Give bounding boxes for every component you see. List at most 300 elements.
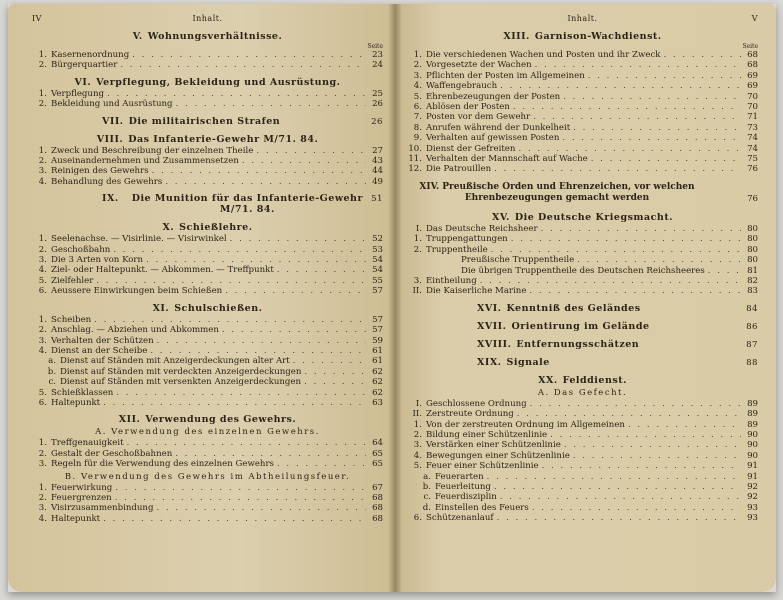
section-title: Orientirung im Gelände xyxy=(511,320,650,332)
left-running-head xyxy=(32,14,383,28)
toc-entry xyxy=(407,245,758,255)
entry-number: 1. xyxy=(38,234,47,245)
entry-page: 53 xyxy=(372,244,383,255)
leader-dots xyxy=(107,89,366,99)
entry-page: 44 xyxy=(372,166,383,177)
entry-number: 2. xyxy=(38,492,47,503)
entry-page: 91 xyxy=(747,461,758,472)
toc-entry xyxy=(407,102,758,112)
entry-page: 65 xyxy=(372,448,383,459)
toc-entry xyxy=(32,276,383,286)
leader-dots xyxy=(304,367,366,377)
section-number: XI. xyxy=(152,302,170,314)
entry-text: Die Patrouillen xyxy=(426,164,492,175)
leader-dots xyxy=(115,493,366,503)
section-heading xyxy=(407,212,758,223)
entry-page: 65 xyxy=(372,459,383,470)
spacer xyxy=(32,297,383,300)
section-page: 51 xyxy=(371,194,383,205)
section-number: IX. xyxy=(102,193,119,205)
leader-dots xyxy=(494,482,741,492)
left-page xyxy=(8,4,395,592)
spacer xyxy=(32,128,383,131)
entry-text: Schießklassen xyxy=(51,387,114,398)
entry-text: Geschoßbahn xyxy=(51,244,111,255)
section-heading xyxy=(407,375,758,386)
right-running-head xyxy=(407,14,758,28)
entry-number: a. xyxy=(48,356,56,367)
entry-text: Die Kaiserliche Marine xyxy=(426,286,527,297)
entry-page: 70 xyxy=(747,91,758,102)
leader-dots xyxy=(146,255,366,265)
spacer xyxy=(32,71,383,74)
entry-text: Posten vor dem Gewehr xyxy=(426,112,531,123)
entry-number: 1. xyxy=(413,234,422,245)
toc-entry xyxy=(407,50,758,60)
entry-number: 1. xyxy=(38,88,47,99)
entry-page: 63 xyxy=(372,397,383,408)
entry-text: Feuerwirkung xyxy=(51,482,113,493)
section-heading xyxy=(407,182,758,204)
entry-number: a. xyxy=(423,471,431,482)
leader-dots xyxy=(513,102,741,112)
entry-page: 57 xyxy=(372,325,383,336)
leader-dots xyxy=(156,503,366,513)
toc-entry xyxy=(32,483,383,493)
leader-dots xyxy=(500,81,741,91)
spacer xyxy=(407,369,758,372)
subsection-heading: B. Verwendung des Gewehrs im Abtheilungsfeuer. xyxy=(64,471,351,482)
entry-text: Scheiben xyxy=(51,314,92,325)
spacer xyxy=(407,351,758,354)
spacer xyxy=(407,206,758,209)
entry-text: Dienst der Gefreiten xyxy=(426,143,516,154)
leader-dots xyxy=(242,156,366,166)
section-number: XVIII. xyxy=(477,338,512,350)
entry-text: Zerstreute Ordnung xyxy=(426,409,514,420)
entry-text: Verhalten der Schützen xyxy=(51,335,154,346)
toc-entry xyxy=(407,409,758,419)
toc-entry xyxy=(32,60,383,70)
toc-entry xyxy=(32,346,383,356)
entry-text: Aeussere Einwirkungen beim Schießen xyxy=(51,286,223,297)
entry-text: Geschlossene Ordnung xyxy=(426,398,527,409)
entry-text: Behandlung des Gewehrs xyxy=(51,176,163,187)
toc-entry xyxy=(32,503,383,513)
entry-page: 71 xyxy=(747,112,758,123)
entry-page: 92 xyxy=(747,481,758,492)
entry-text: Die 3 Arten von Korn xyxy=(51,255,144,266)
entry-page: 64 xyxy=(372,438,383,449)
entry-number: 9. xyxy=(413,133,422,144)
entry-page: 89 xyxy=(747,398,758,409)
entry-page: 76 xyxy=(747,164,758,175)
entry-number: 6. xyxy=(413,102,422,113)
toc-entry xyxy=(407,133,758,143)
entry-number: 4. xyxy=(413,81,422,92)
section-title: Das Infanterie-Gewehr M/71. 84. xyxy=(128,133,319,145)
toc-entry xyxy=(407,440,758,450)
toc-entry xyxy=(32,398,383,408)
leader-dots xyxy=(277,265,366,275)
toc-entry xyxy=(32,449,383,459)
toc-entry xyxy=(407,276,758,286)
spacer xyxy=(32,408,383,411)
section-title-text: Preußische Orden und Ehrenzeichen, vor welchen Ehrenbezeugungen gemacht werden xyxy=(442,181,695,203)
section-heading xyxy=(32,31,383,42)
entry-number: 1. xyxy=(38,482,47,493)
seite-label: Seite xyxy=(367,43,383,50)
entry-page: 27 xyxy=(372,145,383,156)
leader-dots xyxy=(663,50,741,60)
toc-entry xyxy=(407,492,758,502)
entry-text: Dienst an der Scheibe xyxy=(51,345,148,356)
entry-page: 90 xyxy=(747,429,758,440)
toc-entry xyxy=(407,482,758,492)
leader-dots xyxy=(115,483,366,493)
entry-page: 93 xyxy=(747,502,758,513)
spacer xyxy=(32,216,383,219)
entry-page: 89 xyxy=(747,409,758,420)
section-number: VII. xyxy=(102,115,124,127)
entry-page: 69 xyxy=(747,81,758,92)
toc-entry xyxy=(32,234,383,244)
section-heading xyxy=(407,31,758,42)
entry-number: 3. xyxy=(413,440,422,451)
entry-number: 1. xyxy=(413,419,422,430)
leader-dots xyxy=(511,234,741,244)
section-number: V. xyxy=(132,31,143,42)
entry-text: Preußische Truppentheile xyxy=(461,255,575,266)
toc-entry xyxy=(32,377,383,387)
toc-entry xyxy=(407,112,758,122)
leader-dots xyxy=(116,388,366,398)
section-number: XX. xyxy=(538,374,558,386)
toc-entry xyxy=(407,430,758,440)
entry-text: Anrufen während der Dunkelheit xyxy=(426,122,571,133)
entry-page: 26 xyxy=(372,99,383,110)
section-title: Die Deutsche Kriegsmacht. xyxy=(514,211,674,223)
leader-dots xyxy=(562,133,741,143)
entry-number: 3. xyxy=(38,459,47,470)
entry-text: Dienst auf Ständen mit Anzeigerdeckungen alter Art xyxy=(60,356,290,367)
toc-entry xyxy=(32,89,383,99)
toc-entry xyxy=(407,503,758,513)
toc-entry xyxy=(407,224,758,234)
entry-page: 68 xyxy=(372,503,383,514)
section-heading xyxy=(32,193,383,215)
entry-page: 52 xyxy=(372,234,383,245)
leader-dots xyxy=(573,451,741,461)
toc-entry xyxy=(32,265,383,275)
entry-page: 70 xyxy=(747,102,758,113)
leader-dots xyxy=(113,245,366,255)
section-heading xyxy=(32,222,383,233)
entry-number: 2. xyxy=(38,60,47,71)
entry-text: Anschlag. — Abziehen und Abkommen xyxy=(51,325,219,336)
leader-dots xyxy=(157,336,366,346)
leader-dots xyxy=(494,164,741,174)
leader-dots xyxy=(175,449,366,459)
entry-number: 5. xyxy=(413,461,422,472)
entry-number: 1. xyxy=(413,50,422,60)
entry-number: 5. xyxy=(413,91,422,102)
entry-number: 3. xyxy=(38,335,47,346)
entry-page: 23 xyxy=(372,50,383,60)
entry-text: Ehrenbezeugungen der Posten xyxy=(426,91,561,102)
entry-text: Einstellen des Feuers xyxy=(435,502,529,513)
entry-number: 1. xyxy=(38,438,47,449)
leader-dots xyxy=(277,459,366,469)
section-title: Signale xyxy=(506,356,550,368)
section-heading xyxy=(407,339,758,350)
entry-number: 3. xyxy=(38,255,47,266)
leader-dots xyxy=(517,409,741,419)
entry-text: Seelenachse. — Visirlinie. — Visirwinkel xyxy=(51,234,227,245)
section-heading xyxy=(32,116,383,127)
leader-dots xyxy=(152,166,366,176)
toc-entry xyxy=(32,356,383,366)
leader-dots xyxy=(176,99,366,109)
entry-page: 55 xyxy=(372,275,383,286)
entry-number: 3. xyxy=(413,275,422,286)
entry-number: 4. xyxy=(38,345,47,356)
section-heading xyxy=(407,303,758,314)
right-toc xyxy=(407,31,758,524)
entry-page: 54 xyxy=(372,265,383,276)
entry-page: 91 xyxy=(747,471,758,482)
entry-number: 12. xyxy=(408,164,422,175)
leader-dots xyxy=(120,60,366,70)
entry-number: 1. xyxy=(38,314,47,325)
section-number: VI. xyxy=(74,76,92,88)
entry-page: 74 xyxy=(747,133,758,144)
toc-entry xyxy=(407,451,758,461)
entry-page: 59 xyxy=(372,335,383,346)
entry-page: 81 xyxy=(747,265,758,276)
entry-text: Feuerdisziplin xyxy=(435,492,497,503)
leader-dots xyxy=(480,276,741,286)
entry-number: 6. xyxy=(38,286,47,297)
entry-text: Feuergrenzen xyxy=(51,492,112,503)
section-number: XV. xyxy=(491,211,510,223)
section-page: 88 xyxy=(746,357,758,368)
section-title: Wohnungsverhältnisse. xyxy=(147,31,283,42)
entry-page: 93 xyxy=(747,513,758,524)
entry-page: 90 xyxy=(747,440,758,451)
toc-entry xyxy=(32,315,383,325)
entry-number: I. xyxy=(415,398,422,409)
entry-text: Verhalten der Mannschaft auf Wache xyxy=(426,154,588,165)
entry-page: 62 xyxy=(372,366,383,377)
leader-dots xyxy=(103,398,366,408)
entry-number: 2. xyxy=(413,244,422,255)
spacer xyxy=(32,187,383,190)
section-title: Verpflegung, Bekleidung und Ausrüstung. xyxy=(96,76,341,88)
entry-page: 61 xyxy=(372,356,383,367)
section-number: XIX. xyxy=(477,356,502,368)
entry-page: 82 xyxy=(747,275,758,286)
entry-page: 68 xyxy=(747,50,758,60)
entry-text: Die übrigen Truppentheile des Deutschen Reichsheeres xyxy=(461,265,705,276)
entry-text: Gestalt der Geschoßbahnen xyxy=(51,448,173,459)
entry-text: Haltepunkt xyxy=(51,513,101,524)
spacer xyxy=(32,110,383,113)
section-title: Schulschießen. xyxy=(174,302,263,314)
left-toc xyxy=(32,31,383,527)
toc-entry xyxy=(407,234,758,244)
leader-dots xyxy=(533,112,741,122)
leader-dots xyxy=(573,123,741,133)
section-page: 76 xyxy=(747,193,758,204)
leader-dots xyxy=(577,255,741,265)
entry-text: Bekleidung und Ausrüstung xyxy=(51,99,173,110)
toc-entry xyxy=(32,50,383,60)
spacer xyxy=(407,175,758,178)
section-heading xyxy=(32,303,383,314)
entry-text: Kasernenordnung xyxy=(51,50,130,60)
toc-entry xyxy=(407,513,758,523)
section-heading xyxy=(32,77,383,88)
entry-page: 54 xyxy=(372,255,383,266)
section-heading xyxy=(32,414,383,425)
toc-entry xyxy=(407,420,758,430)
toc-entry xyxy=(32,459,383,469)
section-number: XIV. xyxy=(419,181,443,192)
entry-text: Treffgenauigkeit xyxy=(51,438,124,449)
leader-dots xyxy=(518,144,741,154)
toc-entry xyxy=(407,154,758,164)
entry-text: Bildung einer Schützenlinie xyxy=(426,429,548,440)
entry-text: Truppentheile xyxy=(426,244,488,255)
entry-text: Feuer einer Schützenlinie xyxy=(426,461,539,472)
toc-entry xyxy=(32,325,383,335)
spacer xyxy=(407,333,758,336)
entry-text: Bürgerquartier xyxy=(51,60,118,71)
entry-page: 43 xyxy=(372,156,383,167)
section-title: Garnison-Wachdienst. xyxy=(534,31,662,42)
entry-number: 2. xyxy=(38,244,47,255)
spacer xyxy=(407,297,758,300)
leader-dots xyxy=(165,177,366,187)
entry-page: 80 xyxy=(747,244,758,255)
leader-dots xyxy=(150,346,366,356)
section-number: XIII. xyxy=(503,31,530,42)
entry-number: 1. xyxy=(38,50,47,60)
leader-dots xyxy=(487,472,741,482)
leader-dots xyxy=(230,234,366,244)
spacer xyxy=(407,315,758,318)
entry-text: Feuerarten xyxy=(435,471,484,482)
entry-page: 61 xyxy=(372,345,383,356)
entry-page: 68 xyxy=(747,60,758,71)
section-title: Entfernungsschätzen xyxy=(516,338,640,350)
entry-page: 62 xyxy=(372,387,383,398)
entry-page: 68 xyxy=(372,513,383,524)
entry-text: Das Deutsche Reichsheer xyxy=(426,223,538,234)
entry-number: c. xyxy=(48,377,56,388)
entry-page: 69 xyxy=(747,70,758,81)
toc-entry xyxy=(407,266,758,276)
toc-entry xyxy=(407,461,758,471)
entry-number: 5. xyxy=(38,387,47,398)
section-number: XVII. xyxy=(477,320,507,332)
entry-page: 80 xyxy=(747,234,758,245)
right-page-number: V xyxy=(751,14,758,23)
entry-text: Vorgesetzte der Wachen xyxy=(426,60,532,71)
leader-dots xyxy=(132,50,366,60)
entry-text: Haltepunkt xyxy=(51,397,101,408)
leader-dots xyxy=(103,514,366,524)
entry-number: II. xyxy=(412,286,422,297)
toc-entry xyxy=(32,99,383,109)
leader-dots xyxy=(96,276,366,286)
leader-dots xyxy=(564,440,741,450)
entry-text: Regeln für die Verwendung des einzelnen Gewehrs xyxy=(51,459,274,470)
leader-dots xyxy=(541,224,741,234)
toc-entry xyxy=(32,336,383,346)
entry-page: 24 xyxy=(372,60,383,71)
toc-entry xyxy=(407,286,758,296)
section-title: Verwendung des Gewehrs. xyxy=(145,414,297,426)
entry-text: Dienst auf Ständen mit verdeckten Anzeigerdeckungen xyxy=(60,366,302,377)
entry-page: 49 xyxy=(372,176,383,187)
leader-dots xyxy=(542,461,741,471)
entry-text: Visirzusammenbindung xyxy=(51,503,154,514)
section-heading xyxy=(407,321,758,332)
entry-number: 2. xyxy=(38,325,47,336)
entry-number: c. xyxy=(423,492,431,503)
left-page-number: IV xyxy=(32,14,42,23)
entry-text: Auseinandernehmen und Zusammensetzen xyxy=(51,156,239,167)
entry-page: 80 xyxy=(747,255,758,266)
entry-text: Verpflegung xyxy=(51,88,105,99)
entry-page: 57 xyxy=(372,286,383,297)
toc-entry xyxy=(32,166,383,176)
entry-text: Zweck und Beschreibung der einzelnen Theile xyxy=(51,145,254,156)
toc-entry xyxy=(407,164,758,174)
entry-number: 4. xyxy=(38,176,47,187)
section-title xyxy=(407,182,707,204)
subsection-heading: A. Das Gefecht. xyxy=(537,387,628,398)
leader-dots xyxy=(127,438,366,448)
leader-dots xyxy=(563,92,741,102)
entry-number: 4. xyxy=(413,450,422,461)
entry-text: Schützenanlauf xyxy=(426,513,494,524)
toc-entry xyxy=(407,123,758,133)
entry-number: 4. xyxy=(38,513,47,524)
entry-number: 3. xyxy=(38,166,47,177)
book-gutter xyxy=(388,4,402,592)
leader-dots xyxy=(94,315,366,325)
entry-text: Dienst auf Ständen mit versenkten Anzeigerdeckungen xyxy=(60,377,302,388)
right-running-title: Inhalt. xyxy=(567,14,598,23)
leader-dots xyxy=(225,286,366,296)
leader-dots xyxy=(530,399,741,409)
entry-number: 3. xyxy=(38,503,47,514)
leader-dots xyxy=(708,266,741,276)
section-heading xyxy=(32,134,383,145)
entry-number: 11. xyxy=(408,154,422,165)
section-page: 86 xyxy=(746,321,758,332)
leader-dots xyxy=(304,377,366,387)
leader-dots xyxy=(497,513,741,523)
section-title: Die Munition für das Infanterie-Gewehr M/71. 84. xyxy=(131,193,363,216)
section-number: XVI. xyxy=(477,302,502,314)
entry-page: 57 xyxy=(372,314,383,325)
leader-dots xyxy=(529,286,741,296)
book-spread xyxy=(8,4,776,592)
